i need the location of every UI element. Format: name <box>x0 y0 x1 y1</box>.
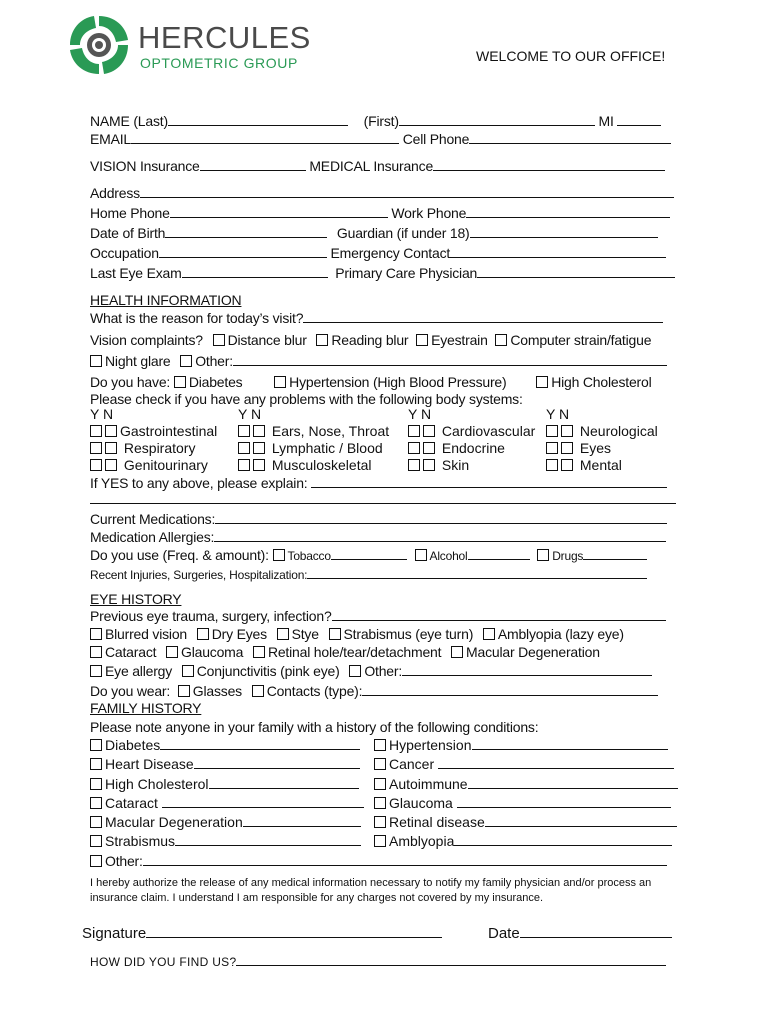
fam-heart-field[interactable] <box>194 756 360 769</box>
other-complaint-checkbox[interactable] <box>180 355 192 367</box>
fam-amblyopia-checkbox[interactable] <box>374 835 386 847</box>
hypertension-checkbox[interactable] <box>274 376 286 388</box>
authorization-text: I hereby authorize the release of any medical information necessary to notify my family physician and/or process an insurance claim. I understand I am responsible for any charges not covered by my insurance. <box>90 877 652 904</box>
emergency-contact-field[interactable] <box>450 245 666 258</box>
fam-macular-checkbox[interactable] <box>90 816 102 828</box>
logo-icon <box>66 12 132 78</box>
vision-insurance-field[interactable] <box>200 158 306 171</box>
have-row: Do you have: Diabetes Hypertension (High Blood Pressure) High Cholesterol <box>90 374 652 390</box>
glasses-checkbox[interactable] <box>178 685 190 697</box>
insurance-row: VISION Insurance MEDICAL Insurance <box>90 157 665 175</box>
no-checkbox[interactable] <box>253 442 265 454</box>
fam-glaucoma-field[interactable] <box>457 795 671 808</box>
fam-strabismus-field[interactable] <box>175 833 361 846</box>
eye-row-1: Blurred vision Dry Eyes Stye Strabismus (eye turn) Amblyopia (lazy eye) <box>90 625 624 643</box>
fam-cancer-checkbox[interactable] <box>374 758 386 770</box>
yes-checkbox[interactable] <box>546 442 558 454</box>
conjunctivitis-checkbox[interactable] <box>182 665 194 677</box>
pcp-field[interactable] <box>477 265 675 278</box>
blurred-vision-checkbox[interactable] <box>90 628 102 640</box>
medications-row: Current Medications: <box>90 510 667 528</box>
no-checkbox[interactable] <box>561 442 573 454</box>
yes-checkbox[interactable] <box>238 442 250 454</box>
retinal-hole-checkbox[interactable] <box>253 646 265 658</box>
yes-checkbox[interactable] <box>90 425 102 437</box>
exam-row: Last Eye Exam Primary Care Physician <box>90 264 675 282</box>
yes-checkbox[interactable] <box>90 442 102 454</box>
fam-other-checkbox[interactable] <box>90 855 102 867</box>
fam-cataract-checkbox[interactable] <box>90 797 102 809</box>
no-checkbox[interactable] <box>561 459 573 471</box>
guardian-field[interactable] <box>470 225 658 238</box>
check-prompt: Please check if you have any problems with the following body systems: <box>90 391 523 407</box>
computer-strain-checkbox[interactable] <box>495 334 507 346</box>
no-checkbox[interactable] <box>423 425 435 437</box>
family-history-title: FAMILY HISTORY <box>90 700 202 716</box>
welcome-heading: WELCOME TO OUR OFFICE! <box>476 48 666 64</box>
other-eye-checkbox[interactable] <box>349 665 361 677</box>
fam-heart-checkbox[interactable] <box>90 758 102 770</box>
yes-checkbox[interactable] <box>408 425 420 437</box>
no-checkbox[interactable] <box>105 459 117 471</box>
eye-allergy-checkbox[interactable] <box>90 665 102 677</box>
logo-subtitle: OPTOMETRIC GROUP <box>140 55 298 71</box>
alcohol-checkbox[interactable] <box>415 549 427 561</box>
fam-autoimmune-checkbox[interactable] <box>374 778 386 790</box>
alcohol-field[interactable] <box>468 547 530 560</box>
logo-name: HERCULES <box>138 20 311 55</box>
stye-checkbox[interactable] <box>277 628 289 640</box>
fam-strabismus-checkbox[interactable] <box>90 835 102 847</box>
fam-cancer-field[interactable] <box>438 756 674 769</box>
no-checkbox[interactable] <box>105 442 117 454</box>
systems-col-1: Y N Gastrointestinal Respiratory Genitourinary <box>90 406 218 473</box>
family-other-row: Other: <box>90 852 667 870</box>
other-complaint-field[interactable] <box>233 353 667 366</box>
use-row: Do you use (Freq. & amount): Tobacco Alcohol Drugs <box>90 546 647 565</box>
family-prompt: Please note anyone in your family with a history of the following conditions: <box>90 719 539 735</box>
trauma-row: Previous eye trauma, surgery, infection? <box>90 607 666 625</box>
cataract-checkbox[interactable] <box>90 646 102 658</box>
address-row: Address <box>90 184 674 202</box>
yes-checkbox[interactable] <box>546 425 558 437</box>
yes-checkbox[interactable] <box>238 425 250 437</box>
explain-line-2[interactable] <box>90 503 676 504</box>
work-phone-field[interactable] <box>466 205 670 218</box>
fam-glaucoma-checkbox[interactable] <box>374 797 386 809</box>
name-row: NAME (Last) (First) MI <box>90 112 661 130</box>
yes-checkbox[interactable] <box>408 442 420 454</box>
last-name-field[interactable] <box>168 113 348 126</box>
systems-col-3: Y N Cardiovascular Endocrine Skin <box>408 406 536 473</box>
no-checkbox[interactable] <box>253 459 265 471</box>
systems-col-2: Y N Ears, Nose, Throat Lymphatic / Blood Musculoskeletal <box>238 406 390 473</box>
signature-field[interactable] <box>146 925 442 938</box>
diabetes-checkbox[interactable] <box>174 376 186 388</box>
contacts-checkbox[interactable] <box>252 685 264 697</box>
medical-insurance-field[interactable] <box>433 158 665 171</box>
explain-field[interactable] <box>311 475 667 488</box>
yes-checkbox[interactable] <box>546 459 558 471</box>
tobacco-field[interactable] <box>331 547 407 560</box>
reading-blur-checkbox[interactable] <box>316 334 328 346</box>
last-exam-field[interactable] <box>182 265 328 278</box>
date-field[interactable] <box>520 925 672 938</box>
injuries-field[interactable] <box>307 566 647 579</box>
email-field[interactable] <box>131 131 399 144</box>
fam-cataract-field[interactable] <box>162 795 364 808</box>
fam-cholesterol-checkbox[interactable] <box>90 778 102 790</box>
found-us-field[interactable] <box>236 953 666 966</box>
drugs-field[interactable] <box>583 547 647 560</box>
glaucoma-checkbox[interactable] <box>166 646 178 658</box>
dob-row: Date of Birth Guardian (if under 18) <box>90 224 658 242</box>
no-checkbox[interactable] <box>561 425 573 437</box>
no-checkbox[interactable] <box>423 442 435 454</box>
cell-phone-field[interactable] <box>469 131 671 144</box>
systems-col-4: Y N Neurological Eyes Mental <box>546 406 658 473</box>
wear-row: Do you wear: Glasses Contacts (type): <box>90 682 658 700</box>
first-name-field[interactable] <box>399 113 595 126</box>
signature-row: Signature <box>82 925 442 942</box>
family-left-col: Diabetes Heart Disease High Cholesterol Cataract Macular Degeneration Strabismus <box>90 736 364 852</box>
found-us-row: HOW DID YOU FIND US? <box>90 953 666 969</box>
family-right-col: Hypertension Cancer Autoimmune Glaucoma Retinal disease Amblyopia <box>374 736 678 852</box>
no-checkbox[interactable] <box>105 425 117 437</box>
fam-retinal-checkbox[interactable] <box>374 816 386 828</box>
tobacco-checkbox[interactable] <box>273 549 285 561</box>
eye-row-2: Cataract Glaucoma Retinal hole/tear/detachment Macular Degeneration <box>90 643 600 661</box>
yes-checkbox[interactable] <box>90 459 102 471</box>
night-glare-row: Night glare Other: <box>90 352 667 370</box>
macular-degeneration-checkbox[interactable] <box>451 646 463 658</box>
mi-field[interactable] <box>617 113 661 126</box>
fam-cholesterol-field[interactable] <box>209 776 359 789</box>
fam-other-field[interactable] <box>143 853 667 866</box>
fam-hypertension-field[interactable] <box>472 737 668 750</box>
yes-checkbox[interactable] <box>238 459 250 471</box>
other-eye-field[interactable] <box>402 663 652 676</box>
fam-amblyopia-field[interactable] <box>454 833 672 846</box>
injuries-row: Recent Injuries, Surgeries, Hospitalization: <box>90 566 647 584</box>
eyestrain-checkbox[interactable] <box>416 334 428 346</box>
contacts-type-field[interactable] <box>362 683 658 696</box>
health-title: HEALTH INFORMATION <box>90 292 242 308</box>
fam-diabetes-checkbox[interactable] <box>90 739 102 751</box>
fam-diabetes-field[interactable] <box>160 737 360 750</box>
reason-field[interactable] <box>303 310 663 323</box>
allergies-row: Medication Allergies: <box>90 528 666 546</box>
eye-row-3: Eye allergy Conjunctivitis (pink eye) Other: <box>90 662 652 680</box>
no-checkbox[interactable] <box>423 459 435 471</box>
distance-blur-checkbox[interactable] <box>213 334 225 346</box>
dry-eyes-checkbox[interactable] <box>197 628 209 640</box>
medications-field[interactable] <box>215 511 667 524</box>
allergies-field[interactable] <box>214 529 666 542</box>
email-row: EMAIL Cell Phone <box>90 130 671 148</box>
drugs-checkbox[interactable] <box>537 549 549 561</box>
phone-row: Home Phone Work Phone <box>90 204 670 222</box>
date-row: Date <box>488 925 672 942</box>
home-phone-field[interactable] <box>170 205 388 218</box>
fam-hypertension-checkbox[interactable] <box>374 739 386 751</box>
strabismus-checkbox[interactable] <box>329 628 341 640</box>
fam-retinal-field[interactable] <box>485 814 677 827</box>
occupation-field[interactable] <box>159 245 327 258</box>
fam-autoimmune-field[interactable] <box>468 776 678 789</box>
fam-macular-field[interactable] <box>243 814 361 827</box>
address-field[interactable] <box>140 185 674 198</box>
dob-field[interactable] <box>165 225 327 238</box>
trauma-field[interactable] <box>332 608 666 621</box>
occupation-row: Occupation Emergency Contact <box>90 244 666 262</box>
complaints-row: Vision complaints? Distance blur Reading blur Eyestrain Computer strain/fatigue <box>90 332 652 348</box>
cholesterol-checkbox[interactable] <box>536 376 548 388</box>
reason-row: What is the reason for today’s visit? <box>90 309 663 327</box>
no-checkbox[interactable] <box>253 425 265 437</box>
explain-row: If YES to any above, please explain: <box>90 474 667 492</box>
amblyopia-checkbox[interactable] <box>483 628 495 640</box>
night-glare-checkbox[interactable] <box>90 355 102 367</box>
yes-checkbox[interactable] <box>408 459 420 471</box>
eye-history-title: EYE HISTORY <box>90 591 182 607</box>
